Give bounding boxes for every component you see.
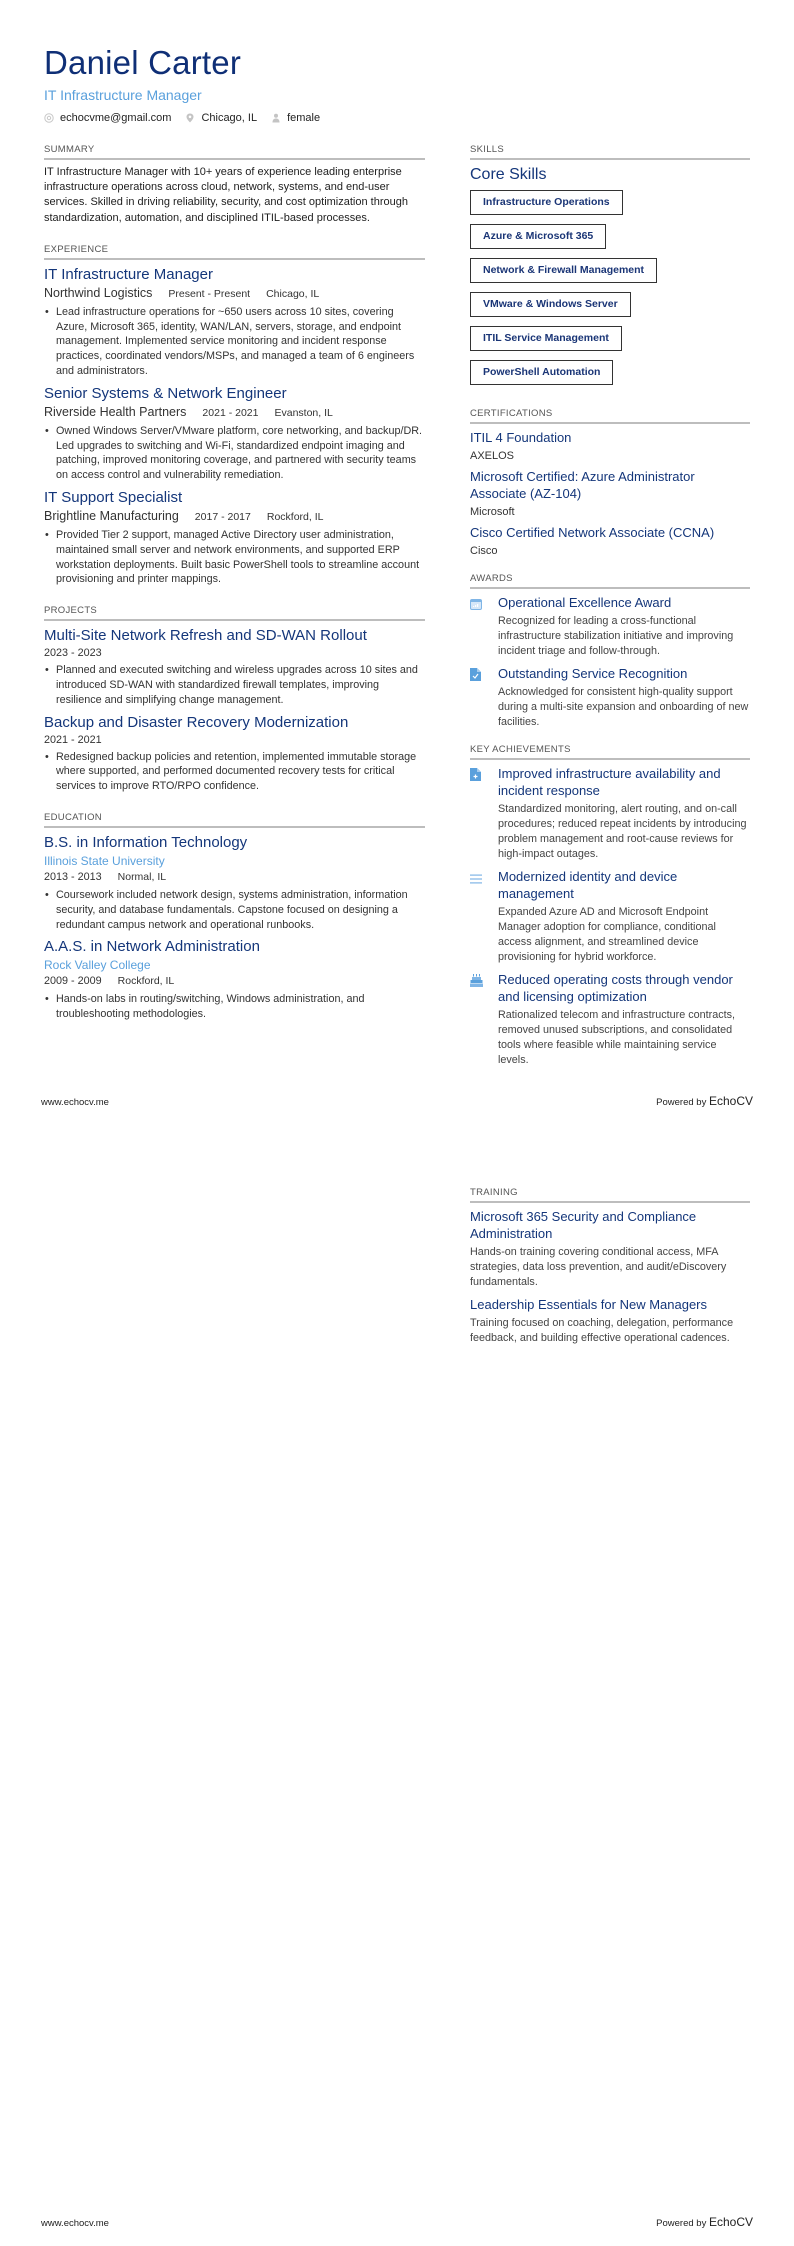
education-item	[44, 833, 425, 932]
education-item	[44, 937, 425, 1022]
cert-name: Cisco Certified Network Associate (CCNA)	[470, 525, 715, 540]
project-bullets	[44, 750, 425, 794]
brand-name: EchoCV	[708, 2215, 753, 2229]
training-title: Microsoft 365 Security and Compliance Administration	[470, 1209, 697, 1241]
skill-chip: Azure & Microsoft 365	[470, 224, 606, 249]
training-section	[470, 1187, 750, 1346]
contact-gender	[271, 112, 320, 124]
candidate-name: Daniel Carter	[44, 44, 242, 81]
education-section	[44, 812, 425, 1022]
degree: B.S. in Information Technology	[44, 833, 248, 851]
bullet: • Hands-on labs in routing/switching, Windows administration, and troubleshooting methodologies.	[44, 992, 425, 1022]
education-meta	[44, 973, 425, 990]
job-dates: 2021 - 2021	[202, 406, 259, 419]
document-check-icon	[470, 665, 498, 730]
job-title: IT Support Specialist	[44, 488, 183, 506]
contact-location	[185, 112, 257, 124]
skill-chip: ITIL Service Management	[470, 326, 622, 351]
bullet: • Lead infrastructure operations for ~650 users across 10 sites, covering Azure, Microsoft 365, identity, WAN/LAN, servers, storage, and endpoint management. Implemented service monitoring and incident response practices, coordinated vendors/MSPs, and managed a team of 6 engineers and administrators.	[44, 305, 425, 379]
achievement-title: Reduced operating costs through vendor and licensing optimization	[498, 972, 733, 1004]
brand-name: EchoCV	[708, 1094, 753, 1108]
skill-chips	[470, 190, 750, 394]
experience-item	[44, 488, 425, 587]
experience-item	[44, 384, 425, 483]
footer-powered-by	[656, 2215, 753, 2229]
achievement-title: Improved infrastructure availability and incident response	[498, 766, 721, 798]
resume-header	[44, 44, 744, 124]
list-icon	[470, 868, 498, 965]
calendar-icon	[470, 594, 498, 659]
section-heading: PROJECTS	[44, 605, 425, 621]
degree: A.A.S. in Network Administration	[44, 938, 260, 956]
achievement-desc: Standardized monitoring, alert routing, and on-call procedures; reduced repeat incidents by introducing problem management and root-cause reviews for high-impact outages.	[498, 803, 747, 860]
bullet: • Planned and executed switching and wireless upgrades across 10 sites and introduced SD-WAN with standardized firewall templates, improving resilience and simplifying change management.	[44, 663, 425, 707]
project-dates: 2023 - 2023	[44, 647, 102, 660]
summary-text: IT Infrastructure Manager with 10+ years of experience leading enterprise infrastructure operations across cloud, network, systems, and end-user services. Skilled in driving reliability, security, and cost optimization through standardization, automation, and disciplined ITIL-based processes.	[44, 166, 408, 224]
education-location: Normal, IL	[117, 870, 167, 883]
powered-by-prefix: Powered by	[656, 2218, 707, 2229]
job-title: Senior Systems & Network Engineer	[44, 384, 287, 402]
award-title: Operational Excellence Award	[498, 595, 672, 610]
section-heading: SKILLS	[470, 144, 750, 160]
skill-chip: Infrastructure Operations	[470, 190, 623, 215]
document-plus-icon	[470, 765, 498, 862]
bullet: • Redesigned backup policies and retention, implemented immutable storage where supported, and performed documented recovery tests for critical services to improve RTO/RPO confidence.	[44, 750, 425, 794]
training-desc: Hands-on training covering conditional access, MFA strategies, data loss prevention, and audit/eDiscovery fundamentals.	[470, 1246, 727, 1288]
project-dates: 2021 - 2021	[44, 733, 102, 746]
gender-text: female	[287, 112, 321, 124]
education-meta	[44, 869, 425, 886]
training-desc: Training focused on coaching, delegation, performance feedback, and building effective operational cadences.	[470, 1317, 734, 1344]
summary-section	[44, 144, 425, 226]
job-bullets	[44, 305, 425, 379]
achievement-item	[470, 971, 750, 1068]
location-text: Chicago, IL	[201, 112, 258, 124]
skill-chip: VMware & Windows Server	[470, 292, 631, 317]
job-title: IT Infrastructure Manager	[44, 265, 213, 283]
achievement-desc: Expanded Azure AD and Microsoft Endpoint Manager adoption for compliance, conditional access alignment, and streamlined device provisioning for hybrid workforce.	[498, 906, 716, 963]
section-heading: AWARDS	[470, 573, 750, 589]
achievement-item	[470, 765, 750, 862]
candidate-title: IT Infrastructure Manager	[44, 87, 202, 103]
left-column	[44, 144, 425, 1036]
person-icon	[271, 113, 281, 123]
section-heading: SUMMARY	[44, 144, 425, 160]
job-meta	[44, 404, 425, 422]
cake-icon	[470, 971, 498, 1068]
project-item	[44, 713, 425, 794]
job-bullets	[44, 424, 425, 483]
project-title: Backup and Disaster Recovery Modernization	[44, 713, 349, 731]
education-dates: 2009 - 2009	[44, 975, 102, 988]
experience-item	[44, 265, 425, 379]
right-column	[470, 144, 750, 1082]
company: Riverside Health Partners	[44, 404, 187, 419]
achievement-item	[470, 868, 750, 965]
education-bullets	[44, 992, 425, 1022]
achievement-desc: Rationalized telecom and infrastructure contracts, removed unused subscriptions, and consolidated tools where feasible while maintaining service levels.	[498, 1009, 736, 1066]
powered-by-prefix: Powered by	[656, 1097, 707, 1108]
section-heading: CERTIFICATIONS	[470, 408, 750, 424]
footer-website-link[interactable]: www.echocv.me	[41, 2218, 109, 2229]
cert-issuer: AXELOS	[470, 450, 515, 462]
education-bullets	[44, 888, 425, 932]
section-heading: TRAINING	[470, 1187, 750, 1203]
experience-section	[44, 244, 425, 587]
job-location: Evanston, IL	[274, 406, 333, 419]
company: Northwind Logistics	[44, 285, 153, 300]
skills-section	[470, 144, 750, 394]
cert-name: ITIL 4 Foundation	[470, 430, 572, 445]
project-bullets	[44, 663, 425, 707]
bullet: • Coursework included network design, systems administration, information security, and database fundamentals. Capstone focused on designing a redundant campus network and operational runbooks.	[44, 888, 425, 932]
school: Rock Valley College	[44, 958, 151, 973]
job-location: Rockford, IL	[266, 510, 324, 523]
school: Illinois State University	[44, 853, 165, 868]
certifications-section	[470, 408, 750, 559]
cert-name: Microsoft Certified: Azure Administrator Associate (AZ-104)	[470, 469, 695, 501]
map-pin-icon	[185, 113, 195, 123]
project-item	[44, 626, 425, 707]
achievement-title: Modernized identity and device management	[498, 869, 678, 901]
education-location: Rockford, IL	[117, 975, 175, 988]
education-dates: 2013 - 2013	[44, 870, 102, 883]
resume-page-2	[0, 1123, 794, 2246]
footer-powered-by	[656, 1094, 753, 1108]
job-dates: 2017 - 2017	[194, 510, 251, 523]
job-location: Chicago, IL	[266, 287, 320, 300]
at-sign-icon	[44, 113, 54, 123]
training-title: Leadership Essentials for New Managers	[470, 1297, 708, 1312]
bullet: • Owned Windows Server/VMware platform, core networking, and backup/DR. Led upgrades to switching and Wi-Fi, standardized endpoint imaging and patching, improved monitoring coverage, and partnered with security teams on access control and vulnerability remediation.	[44, 424, 425, 483]
award-desc: Recognized for leading a cross-functional infrastructure stabilization initiative and improving incident triage and follow-through.	[498, 615, 734, 657]
job-meta	[44, 285, 425, 303]
skill-chip: Network & Firewall Management	[470, 258, 657, 283]
section-heading: EXPERIENCE	[44, 244, 425, 260]
right-column-page-2	[470, 1187, 750, 1360]
awards-section	[470, 573, 750, 730]
section-heading: KEY ACHIEVEMENTS	[470, 744, 750, 760]
job-dates: Present - Present	[168, 287, 251, 300]
award-title: Outstanding Service Recognition	[498, 666, 688, 681]
contact-email[interactable]	[44, 112, 171, 124]
award-item	[470, 594, 750, 659]
cert-issuer: Cisco	[470, 545, 498, 557]
skills-group-title: Core Skills	[470, 166, 547, 183]
page-footer	[41, 1094, 753, 1108]
page-footer	[41, 2215, 753, 2229]
section-heading: EDUCATION	[44, 812, 425, 828]
email-text: echocvme@gmail.com	[60, 112, 172, 124]
award-desc: Acknowledged for consistent high-quality support during a multi-site expansion and onboarding of new facilities.	[498, 686, 749, 728]
job-meta	[44, 508, 425, 526]
projects-section	[44, 605, 425, 794]
project-title: Multi-Site Network Refresh and SD-WAN Rollout	[44, 627, 367, 645]
achievements-section	[470, 744, 750, 1068]
footer-website-link[interactable]: www.echocv.me	[41, 1097, 109, 1108]
cert-issuer: Microsoft	[470, 506, 515, 518]
company: Brightline Manufacturing	[44, 508, 179, 523]
skill-chip: PowerShell Automation	[470, 360, 613, 385]
award-item	[470, 665, 750, 730]
contact-row	[44, 112, 744, 124]
job-bullets	[44, 528, 425, 587]
bullet: • Provided Tier 2 support, managed Active Directory user administration, maintained small server and network environments, and supported ERP workstation deployments. Built basic PowerShell tools to streamline account provisioning and printer mappings.	[44, 528, 425, 587]
